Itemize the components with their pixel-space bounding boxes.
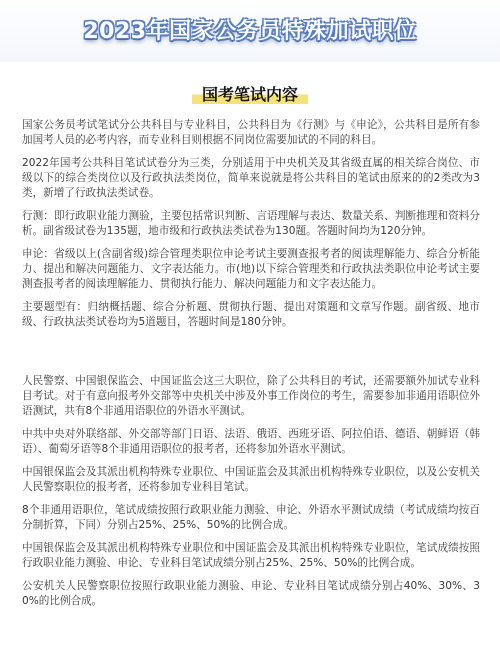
paragraph-exam-overview: 国家公务员考试笔试分公共科目与专业科目，公共科目为《行测》与《申论》，公共科目是所有参加国考人员的必考内容，而专业科目则根据不同岗位需要加试的不同的科目。 — [22, 119, 480, 146]
section-gap — [22, 338, 480, 374]
paragraph-police-score: 公安机关人民警察职位按照行政职业能力测验、申论、专业科目笔试成绩分别占40%、30%、30%的比例合成。 — [22, 580, 480, 607]
paragraph-question-types: 主要题型有：归纳概括题、综合分析题、贯彻执行题、提出对策题和文章写作题。副省级、地市级、行政执法类试卷均为5道题目，答题时间是180分钟。 — [22, 301, 480, 328]
paragraph-language-test: 中共中央对外联络部、外交部等部门日语、法语、俄语、西班牙语、阿拉伯语、德语、朝鲜语（韩语）、葡萄牙语等8个非通用语职位的报考者，还将参加外语水平测试。 — [22, 428, 480, 455]
article-body — [22, 118, 480, 617]
section-heading: 国考笔试内容 — [192, 80, 308, 106]
paragraph-finance-score: 中国银保监会及其派出机构特殊专业职位和中国证监会及其派出机构特殊专业职位，笔试成绩按照行政职业能力测验、申论、专业科目笔试成绩分别占25%、25%、50%的比例合成。 — [22, 542, 480, 569]
paragraph-shenlun: 申论：省级以上(含副省级)综合管理类职位申论考试主要测查报考者的阅读理解能力、综合分析能力、提出和解决问题能力、文字表达能力。市(地)以下综合管理类和行政执法类职位申论考试主要测查报考者的阅读理解能力、贯彻执行能力、解决问题能力和文字表达能力。 — [22, 248, 480, 290]
page-title: 2023年国家公务员特殊加试职位 — [83, 19, 417, 44]
paragraph-professional-test: 中国银保监会及其派出机构特殊专业职位、中国证监会及其派出机构特殊专业职位，以及公安机关人民警察职位的报考者，还将参加专业科目笔试。 — [22, 466, 480, 493]
section-heading-wrap — [0, 80, 500, 106]
paragraph-exam-papers: 2022年国考公共科目笔试试卷分为三类，分别适用于中央机关及其省级直属的相关综合岗位、市级以下的综合类岗位以及行政执法类岗位，简单来说就是将公共科目的笔试由原来的的2类改为3类，新增了行政执法类试卷。 — [22, 157, 480, 199]
paragraph-special-positions: 人民警察、中国银保监会、中国证监会这三大职位，除了公共科目的考试，还需要额外加试专业科目考试。对于有意向报考外交部等中央机关中涉及外事工作岗位的考生，需要参加非通用语职位外语测试，共有8个非通用语职位的外语水平测试。 — [22, 375, 480, 417]
paragraph-language-score: 8个非通用语职位，笔试成绩按照行政职业能力测验、申论、外语水平测试成绩（考试成绩均按百分制折算，下同）分别占25%、25%、50%的比例合成。 — [22, 504, 480, 531]
paragraph-xingce: 行测：即行政职业能力测验，主要包括常识判断、言语理解与表达、数量关系、判断推理和资料分析。副省级试卷为135题，地市级和行政执法类试卷为130题。答题时间均为120分钟。 — [22, 210, 480, 237]
